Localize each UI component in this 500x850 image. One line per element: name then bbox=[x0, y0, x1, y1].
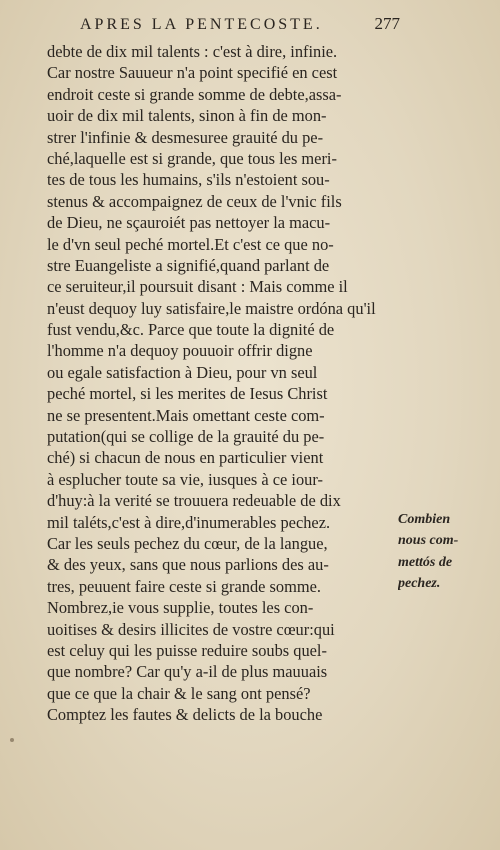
text-line: uoitises & desirs illicites de vostre cœur:qui bbox=[47, 619, 335, 639]
text-line: stenus & accompaignez de ceux de l'vnic fils bbox=[47, 191, 342, 211]
page-speck bbox=[10, 738, 14, 742]
text-line: est celuy qui les puisse reduire soubs quel- bbox=[47, 640, 327, 660]
text-line: à esplucher toute sa vie, iusques à ce iour- bbox=[47, 469, 323, 489]
page-header bbox=[80, 14, 400, 40]
text-line: n'eust dequoy luy satisfaire,le maistre ordóna qu'il bbox=[47, 298, 376, 318]
marginal-line: nous com- bbox=[398, 533, 459, 549]
text-line: le d'vn seul peché mortel.Et c'est ce que no- bbox=[47, 234, 334, 254]
text-line: putation(qui se collige de la grauité du pe- bbox=[47, 427, 325, 447]
text-line: debte de dix mil talents : c'est à dire, infinie. bbox=[47, 42, 338, 61]
text-line: Nombrez,ie vous supplie, toutes les con- bbox=[47, 598, 314, 618]
text-line: Car nostre Sauueur n'a point specifié en cest bbox=[47, 63, 338, 83]
text-line: Comptez les fautes & delicts de la bouche bbox=[47, 705, 323, 725]
text-line: peché mortel, si les merites de Iesus Christ bbox=[47, 384, 328, 404]
text-line: d'huy:à la verité se trouuera redeuable de dix bbox=[47, 491, 341, 511]
text-line: ché,laquelle est si grande, que tous les meri- bbox=[47, 148, 337, 168]
text-line: tres, peuuent faire ceste si grande somme. bbox=[47, 576, 321, 596]
running-title: APRES LA PENTECOSTE. bbox=[80, 16, 323, 33]
text-line: que ce que la chair & le sang ont pensé? bbox=[47, 683, 311, 703]
text-line: de Dieu, ne sçauroiét pas nettoyer la macu- bbox=[47, 213, 331, 233]
marginal-line: pechez. bbox=[398, 576, 441, 592]
text-line: ce seruiteur,il poursuit disant : Mais comme il bbox=[47, 277, 348, 297]
text-line: tes de tous les humains, s'ils n'estoient sou- bbox=[47, 170, 330, 190]
text-line: endroit ceste si grande somme de debte,assa- bbox=[47, 84, 342, 104]
page-number: 277 bbox=[374, 14, 400, 33]
text-line: ou egale satisfaction à Dieu, pour vn seul bbox=[47, 362, 318, 382]
marginal-line: Combien bbox=[398, 512, 451, 527]
text-line: que nombre? Car qu'y a-il de plus mauuais bbox=[47, 662, 328, 682]
text-line: ché) si chacun de nous en particulier vient bbox=[47, 448, 324, 468]
text-line: & des yeux, sans que nous parlions des au- bbox=[47, 555, 329, 575]
text-line: mil taléts,c'est à dire,d'inumerables pechez. bbox=[47, 512, 331, 532]
text-line: ne se presentent.Mais omettant ceste com- bbox=[47, 405, 325, 425]
text-line: strer l'infinie & desmesuree grauité du pe- bbox=[47, 127, 324, 147]
body-text bbox=[47, 41, 395, 726]
text-line: Car les seuls pechez du cœur, de la langue, bbox=[47, 533, 328, 553]
marginal-line: mettós de bbox=[398, 554, 453, 570]
text-line: l'homme n'a dequoy pouuoir offrir digne bbox=[47, 341, 313, 361]
text-line: fust vendu,&c. Parce que toute la dignité de bbox=[47, 320, 335, 340]
marginal-note bbox=[398, 509, 468, 595]
text-line: uoir de dix mil talents, sinon à fin de mon- bbox=[47, 106, 327, 126]
text-line: stre Euangeliste a signifié,quand parlant de bbox=[47, 255, 330, 275]
